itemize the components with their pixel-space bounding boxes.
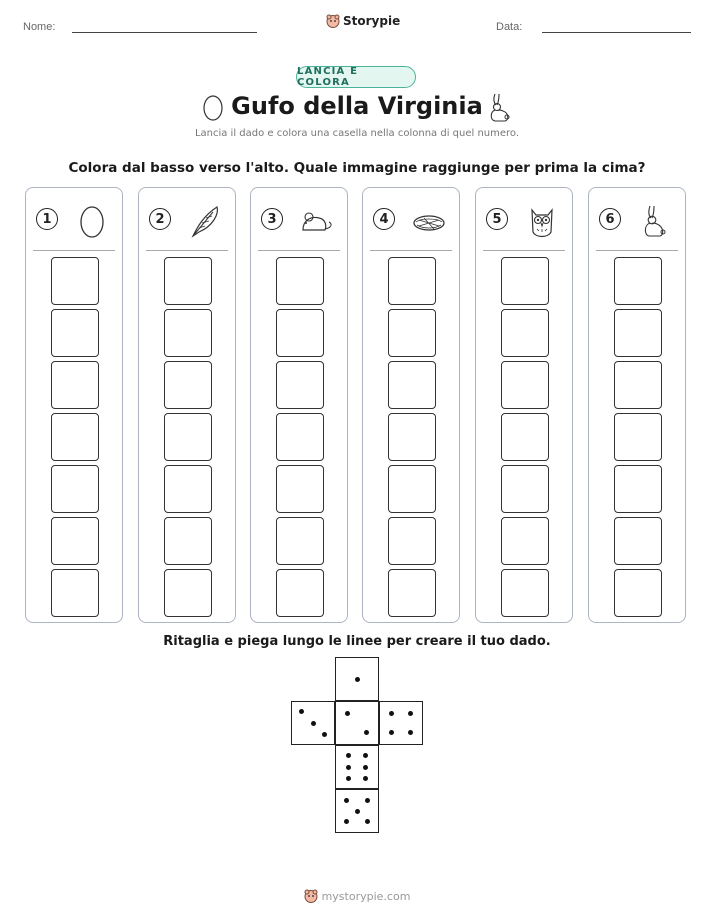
color-box[interactable] <box>276 517 324 565</box>
dice-pip <box>299 709 304 714</box>
dice-pip <box>363 765 368 770</box>
column-number: 6 <box>599 208 621 230</box>
color-box[interactable] <box>388 309 436 357</box>
color-box[interactable] <box>164 569 212 617</box>
dice-pip <box>389 730 394 735</box>
color-box[interactable] <box>614 309 662 357</box>
nest-icon <box>409 202 449 240</box>
dice-pip <box>355 677 360 682</box>
dice-pip <box>345 711 350 716</box>
color-box[interactable] <box>51 465 99 513</box>
dice-pip <box>363 776 368 781</box>
dice-pip <box>322 732 327 737</box>
rabbit-icon <box>486 91 512 123</box>
dice-pip <box>346 753 351 758</box>
dice-pip <box>346 776 351 781</box>
column-number: 5 <box>486 208 508 230</box>
color-box[interactable] <box>388 257 436 305</box>
name-label: Nome: <box>23 21 56 33</box>
column-divider <box>483 250 565 251</box>
egg-icon <box>72 202 112 240</box>
column-header <box>251 202 347 242</box>
dice-pip <box>355 809 360 814</box>
color-box[interactable] <box>276 569 324 617</box>
brand-logo <box>326 14 400 28</box>
color-box[interactable] <box>501 361 549 409</box>
dice-face-4 <box>379 701 423 745</box>
color-box[interactable] <box>276 361 324 409</box>
color-box[interactable] <box>388 569 436 617</box>
dice-face-6 <box>335 745 379 789</box>
color-box[interactable] <box>501 309 549 357</box>
column-header <box>26 202 122 242</box>
color-box[interactable] <box>501 413 549 461</box>
column-5 <box>475 187 573 623</box>
color-box[interactable] <box>388 361 436 409</box>
dice-pip <box>346 765 351 770</box>
dice-pip <box>408 711 413 716</box>
dice-pip <box>344 819 349 824</box>
color-box[interactable] <box>276 465 324 513</box>
color-box[interactable] <box>276 257 324 305</box>
dice-pip <box>311 721 316 726</box>
column-4 <box>362 187 460 623</box>
color-box[interactable] <box>164 413 212 461</box>
dice-pip <box>389 711 394 716</box>
cut-instruction: Ritaglia e piega lungo le linee per creare il tuo dado. <box>163 634 551 649</box>
color-box[interactable] <box>276 309 324 357</box>
name-field[interactable] <box>72 32 257 33</box>
column-3 <box>250 187 348 623</box>
page-title: Gufo della Virginia <box>231 92 483 120</box>
mouse-icon <box>297 202 337 240</box>
dice-face-1 <box>335 657 379 701</box>
column-divider <box>146 250 228 251</box>
column-divider <box>596 250 678 251</box>
dice-pip <box>344 798 349 803</box>
color-box[interactable] <box>501 465 549 513</box>
color-box[interactable] <box>388 517 436 565</box>
dice-face-3 <box>291 701 335 745</box>
rabbit-icon <box>635 202 675 240</box>
color-box[interactable] <box>614 257 662 305</box>
owl-icon <box>522 202 562 240</box>
color-box[interactable] <box>388 465 436 513</box>
column-header <box>589 202 685 242</box>
column-divider <box>33 250 115 251</box>
storypie-mascot-icon <box>326 14 340 28</box>
activity-badge: LANCIA E COLORA <box>296 66 416 88</box>
footer-url: mystorypie.com <box>321 889 411 903</box>
color-box[interactable] <box>614 465 662 513</box>
feather-icon <box>185 202 225 240</box>
dice-pip <box>364 730 369 735</box>
color-box[interactable] <box>51 569 99 617</box>
color-box[interactable] <box>51 517 99 565</box>
color-box[interactable] <box>51 361 99 409</box>
color-box[interactable] <box>614 413 662 461</box>
color-box[interactable] <box>501 517 549 565</box>
column-2 <box>138 187 236 623</box>
page-subtitle: Lancia il dado e colora una casella nella colonna di quel numero. <box>194 128 520 139</box>
color-box[interactable] <box>51 257 99 305</box>
color-box[interactable] <box>614 361 662 409</box>
column-number: 1 <box>36 208 58 230</box>
color-box[interactable] <box>276 413 324 461</box>
column-header <box>476 202 572 242</box>
column-divider <box>258 250 340 251</box>
color-box[interactable] <box>501 257 549 305</box>
dice-pip <box>365 819 370 824</box>
column-header <box>139 202 235 242</box>
dice-face-5 <box>335 789 379 833</box>
column-number: 2 <box>149 208 171 230</box>
column-header <box>363 202 459 242</box>
color-box[interactable] <box>164 309 212 357</box>
color-box[interactable] <box>164 361 212 409</box>
column-1 <box>25 187 123 623</box>
column-number: 3 <box>261 208 283 230</box>
color-box[interactable] <box>614 517 662 565</box>
dice-pip <box>408 730 413 735</box>
color-box[interactable] <box>614 569 662 617</box>
footer <box>0 889 714 903</box>
column-divider <box>370 250 452 251</box>
color-box[interactable] <box>51 309 99 357</box>
column-number: 4 <box>373 208 395 230</box>
dice-pip <box>363 753 368 758</box>
storypie-mascot-icon <box>304 889 318 903</box>
color-box[interactable] <box>51 413 99 461</box>
dice-face-2 <box>335 701 379 745</box>
date-field[interactable] <box>542 32 691 33</box>
date-label: Data: <box>496 21 523 33</box>
color-box[interactable] <box>164 517 212 565</box>
brand-name: Storypie <box>343 14 401 28</box>
dice-pip <box>365 798 370 803</box>
instruction-text: Colora dal basso verso l'alto. Quale immagine raggiunge per prima la cima? <box>68 160 646 176</box>
color-box[interactable] <box>501 569 549 617</box>
column-6 <box>588 187 686 623</box>
color-box[interactable] <box>164 465 212 513</box>
color-box[interactable] <box>388 413 436 461</box>
color-box[interactable] <box>164 257 212 305</box>
